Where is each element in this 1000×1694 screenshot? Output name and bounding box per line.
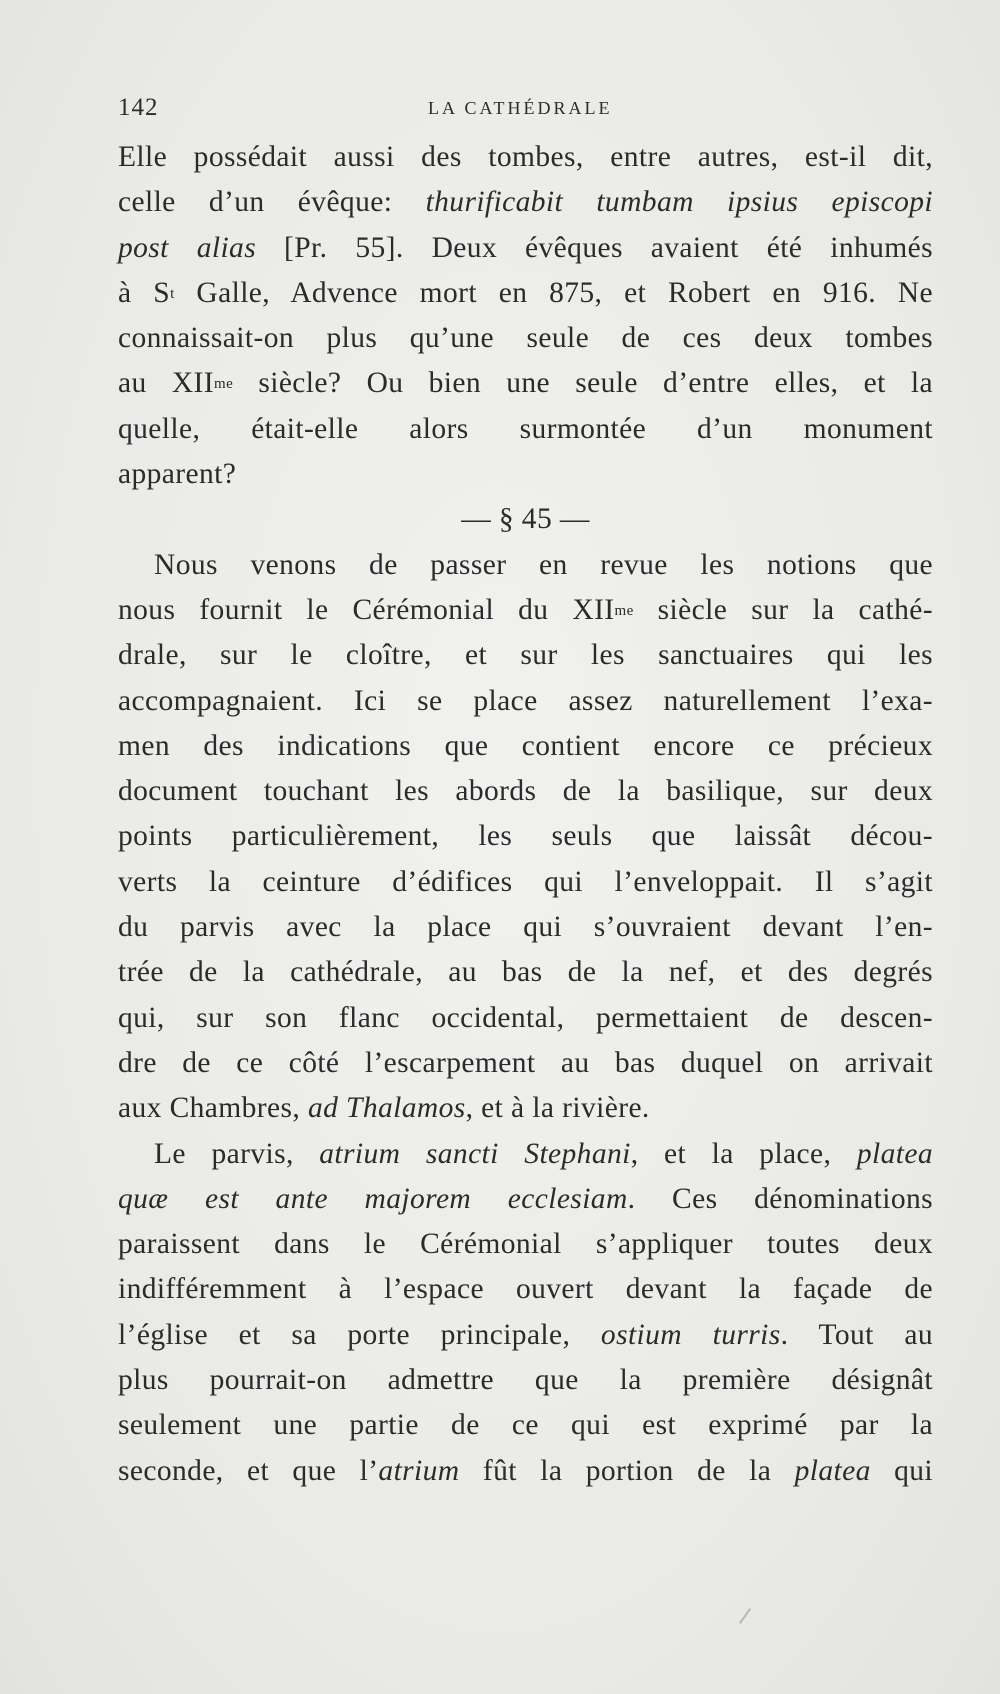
running-head: LA CATHÉDRALE xyxy=(428,98,613,118)
text-span: . Tout au xyxy=(780,1318,933,1351)
paragraph-1-line-2 xyxy=(118,180,933,225)
paragraph-3-line-4: indifféremment à l’espace ouvert devant la façade de xyxy=(118,1273,933,1306)
superscript: me xyxy=(614,602,634,619)
superscript: t xyxy=(170,285,175,302)
paragraph-1-line-7: quelle, était-elle alors surmontée d’un monument xyxy=(118,412,933,445)
body-text xyxy=(118,135,933,1494)
page-header xyxy=(118,94,933,126)
latin-quote: ostium turris xyxy=(600,1318,781,1351)
latin-quote: post alias xyxy=(118,231,257,264)
paragraph-2-line-3: drale, sur le cloître, et sur les sanctuaires qui les xyxy=(118,639,933,672)
latin-quote: thurificabit tumbam ipsius episcopi xyxy=(425,186,934,219)
text-span: nous fournit le Cérémonial du XII xyxy=(118,593,615,626)
text-span: à S xyxy=(118,276,171,309)
paragraph-3-line-7: seulement une partie de ce qui est exprimé par la xyxy=(118,1409,933,1442)
paragraph-1-line-3 xyxy=(118,226,933,271)
paragraph-2-line-11: qui, sur son flanc occidental, permettaient de descen- xyxy=(118,1001,933,1034)
latin-quote: atrium sancti Stephani xyxy=(319,1137,631,1170)
paragraph-2-line-13 xyxy=(118,1086,933,1131)
paragraph-2-line-1: Nous venons de passer en revue les notions que xyxy=(154,548,933,581)
text-span: celle d’un évêque: xyxy=(118,186,426,219)
paragraph-2-line-7: points particulièrement, les seuls que laissât décou- xyxy=(118,820,933,853)
text-span: siècle? Ou bien une seule d’entre elles, et la xyxy=(233,367,933,400)
paragraph-2-line-10: trée de la cathédrale, au bas de la nef, et des degrés xyxy=(118,956,933,989)
paragraph-2-line-5: men des indications que contient encore ce précieux xyxy=(118,729,933,762)
text-span: . Ces dénominations xyxy=(627,1182,933,1215)
paragraph-3-line-1 xyxy=(118,1132,933,1177)
paragraph-2-line-6: document touchant les abords de la basilique, sur deux xyxy=(118,775,933,808)
paragraph-3-line-6: plus pourrait-on admettre que la première désignât xyxy=(118,1364,933,1397)
paper-blemish xyxy=(739,1608,751,1624)
text-span: qui xyxy=(870,1454,933,1487)
page-number: 142 xyxy=(118,94,159,121)
latin-quote: ad Thalamos xyxy=(307,1092,466,1125)
section-heading: — § 45 — xyxy=(461,503,590,536)
latin-quote: atrium xyxy=(378,1454,460,1487)
text-span: Galle, Advence mort en 875, et Robert en 916. Ne xyxy=(174,276,934,309)
text-span: Le parvis, xyxy=(154,1137,320,1170)
paragraph-2-line-8: verts la ceinture d’édifices qui l’enveloppait. Il s’agit xyxy=(118,865,933,898)
text-span: , et la place, xyxy=(630,1137,857,1170)
latin-quote: platea xyxy=(794,1454,871,1487)
text-span: au XII xyxy=(118,367,214,400)
superscript: me xyxy=(214,376,234,393)
paragraph-2-line-9: du parvis avec la place qui s’ouvraient devant l’en- xyxy=(118,911,933,944)
text-span: [Pr. 55]. Deux évêques avaient été inhumés xyxy=(256,231,933,264)
paragraph-3-line-8 xyxy=(118,1449,933,1494)
paragraph-1-line-6 xyxy=(118,361,933,406)
paragraph-2-line-4: accompagnaient. Ici se place assez naturellement l’exa- xyxy=(118,684,933,717)
paragraph-1-line-5: connaissait-on plus qu’une seule de ces deux tombes xyxy=(118,322,933,355)
text-span: aux Chambres, xyxy=(118,1092,308,1125)
latin-quote: quæ est ante majorem ecclesiam xyxy=(118,1182,628,1215)
paragraph-2-line-2 xyxy=(118,588,933,633)
paragraph-3-line-3: paraissent dans le Cérémonial s’appliquer toutes deux xyxy=(118,1228,933,1261)
paragraph-1-line-8: apparent? xyxy=(118,458,237,491)
latin-quote: platea xyxy=(856,1137,933,1170)
text-span: , et à la rivière. xyxy=(465,1092,650,1125)
paragraph-3-line-2 xyxy=(118,1177,933,1222)
paragraph-1-line-4 xyxy=(118,271,933,316)
text-span: seconde, et que l’ xyxy=(118,1454,379,1487)
text-span: fût la portion de la xyxy=(459,1454,795,1487)
paragraph-3-line-5 xyxy=(118,1313,933,1358)
text-span: l’église et sa porte principale, xyxy=(118,1318,601,1351)
paragraph-2-line-12: dre de ce côté l’escarpement au bas duquel on arrivait xyxy=(118,1046,933,1079)
paragraph-1-line-1: Elle possédait aussi des tombes, entre autres, est-il dit, xyxy=(118,141,933,173)
text-span: siècle sur la cathé- xyxy=(633,593,933,626)
